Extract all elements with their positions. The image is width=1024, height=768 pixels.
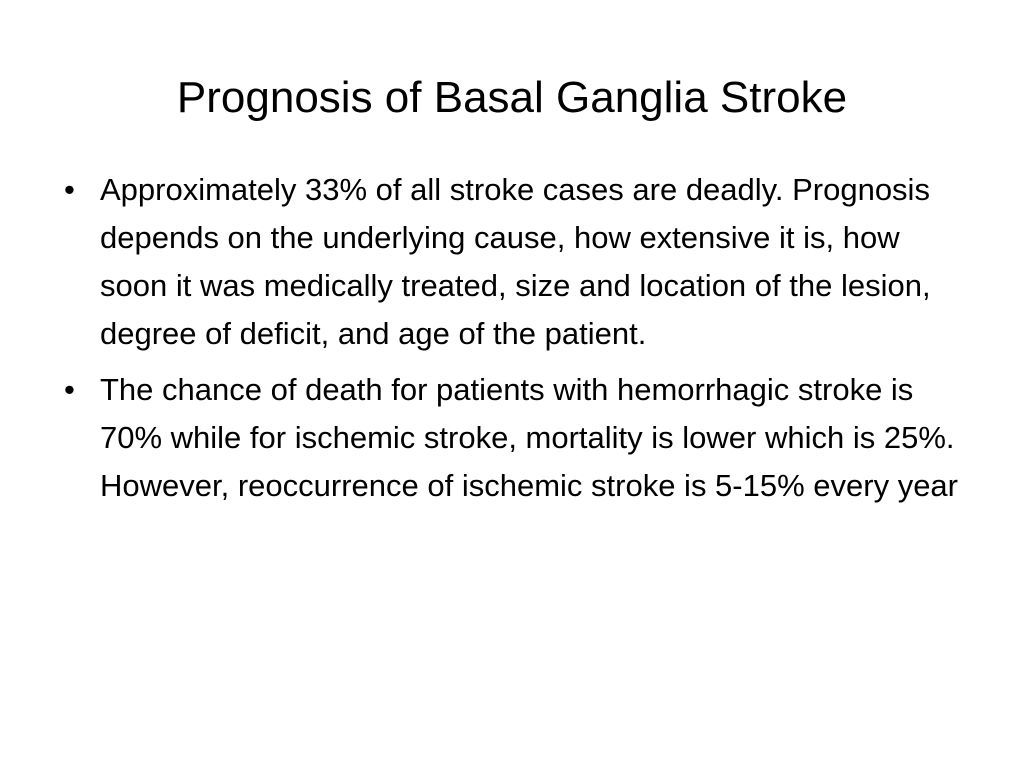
bullet-item-2 bbox=[60, 366, 960, 510]
bullet-list bbox=[60, 166, 960, 518]
bullet-icon: • bbox=[64, 372, 75, 407]
bullet-text-2: The chance of death for patients with hemorrhagic stroke is 70% while for ischemic stroke, mortality is lower which is 25%. However, reoccurrence of ischemic stroke is 5-15% every year bbox=[100, 372, 958, 503]
slide-title: Prognosis of Basal Ganglia Stroke bbox=[176, 73, 848, 122]
bullet-text-1: Approximately 33% of all stroke cases are deadly. Prognosis depends on the underlying cause, how extensive it is, how soon it was medically treated, size and location of the lesion, degree of deficit, and age of the patient. bbox=[100, 172, 931, 351]
bullet-item-1 bbox=[60, 166, 960, 358]
bullet-icon: • bbox=[64, 172, 75, 207]
